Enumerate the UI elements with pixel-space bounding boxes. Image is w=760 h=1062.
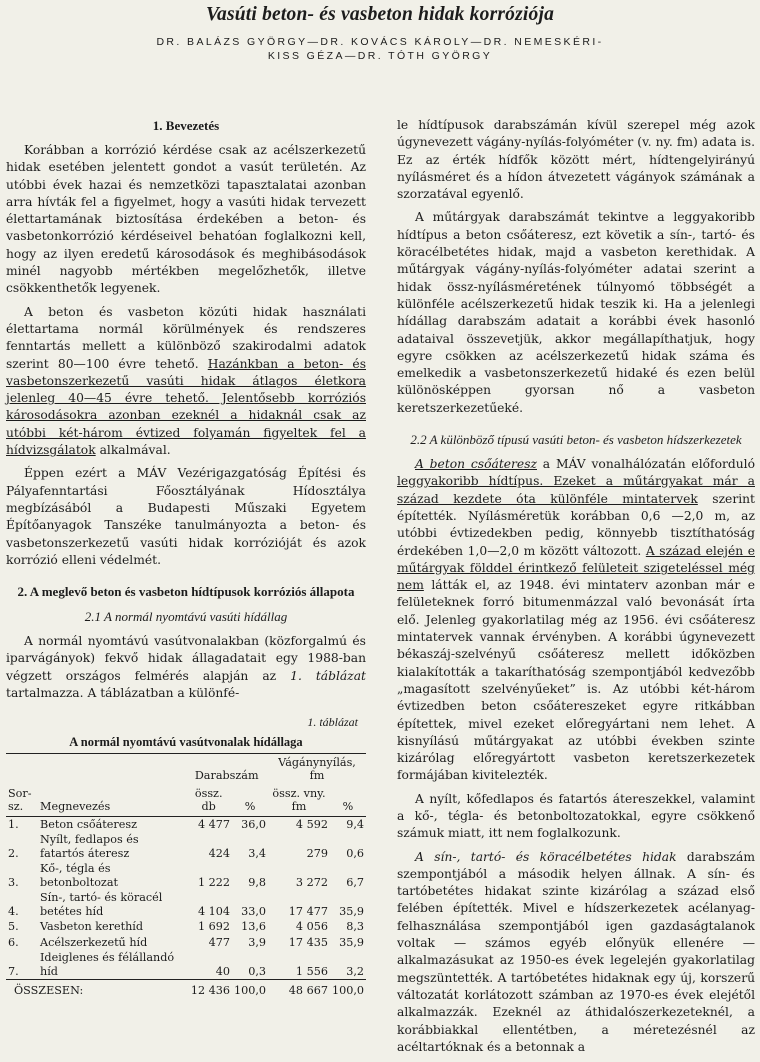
cell-name: Nyílt, fedlapos és fatartós áteresz — [40, 833, 139, 860]
cell-p2: 35,9 — [339, 904, 364, 918]
table-reference: 1. táblázat — [290, 668, 366, 683]
cell-p2: 35,9 — [339, 935, 364, 949]
paragraph-right-1: le hídtípusok darabszámán kívül szerepel még azok úgynevezett vágány-nyílás-folyóméter (v. ny. fm) adata is. Ez az érték hídfők között mért, hídtengelyirányú nyílásméret és a hídon átvezetett vágányok számának a szorzatával egyenlő. — [397, 118, 755, 202]
cell-db: 4 477 — [197, 817, 230, 831]
paragraph-intro-2 — [6, 304, 366, 460]
cell-p1: 9,8 — [248, 875, 267, 889]
table-row — [6, 935, 366, 951]
table-row — [6, 816, 366, 832]
authors-line-1: DR. BALÁZS GYÖRGY—DR. KOVÁCS KÁROLY—DR. NEMESKÉRI- — [156, 36, 604, 48]
underlined-text: Hazánkban a beton- és vasbetonszerkezetű vasúti hidak átlagos életkora jelenleg 40—45 évre tehető. Jelentősebb korróziós károsodásokra azonban ezeknél a hidaknál csak az utóbbi két-három évtized folyamán figyeltek fel a hídvizsgálatok — [6, 356, 366, 458]
paragraph-right-2: A műtárgyak darabszámát tekintve a leggyakoribb hídtípus a beton csőáteresz, ezt követik a sín-, tartó- és köracélbetétes hidak, majd a vasbeton kerethidak. A műtárgyak vágány-nyílás-folyóméter adatai szerint a hidak össz-nyílásméretének túlnyomó többségét a különféle acélszerkezetű hidak teszik ki. Ha a jelenlegi hídállag darabszám adatait a korábbi évek hasonló adataival összevetjük, akkor megállapíthatjuk, hogy egyre csökken az acélszerkezetű hidak száma és emelkedik a vasbetonszerkezetű hidaké és ezen belül különösképpen gyorsan nő a vasbeton keretszerkezetűeké. — [397, 210, 755, 415]
underlined-text: A század elején e műtárgyak földdel érintkező felületeit szigeteléssel még nem — [397, 543, 755, 593]
header-name: Megnevezés — [40, 800, 111, 814]
cell-db: 477 — [208, 935, 230, 949]
subsection-heading-2-2: 2.2 A különböző típusú vasúti beton- és vasbeton hídszerkezetek — [410, 432, 742, 448]
total-label: ÖSSZESEN: — [6, 980, 185, 999]
text-run: darabszám szempontjából a második helyen állnak. A sín- és tartóbetétes hidakat szinte kizárólag a század első felében építették. Mivel e hídszerkezetek acélanyag-felhasználása szempontjából igen gazdaságtalanok voltak — számos egyéb előnyük ellenére — alkalmazásukat az 1950-es évek legelején gyakorlatilag megszüntették. A tartóbetétes hidaknak egy új, korszerű változatát korlátozott számban az 1970-es évek elejétől alkalmazzák. Ezeknél az áthidalószerkezeteknél, a korábbiakkal ellentétben, a méretezésnél az acéltartóknak és a betonnak a — [397, 849, 755, 1054]
table-row — [6, 919, 366, 935]
cell-p1: 13,6 — [241, 920, 267, 934]
cell-fm: 3 272 — [295, 875, 328, 889]
cell-db: 1 222 — [197, 875, 230, 889]
text-run: tartalmazza. A táblázatban a különfé- — [6, 686, 240, 701]
header-sorsz: Sor- sz. — [8, 786, 32, 814]
text-run: alkalmával. — [95, 443, 171, 458]
cell-no: 3. — [8, 875, 19, 889]
table-body — [6, 816, 366, 999]
article-title: Vasúti beton- és vasbeton hidak korróziója — [205, 4, 555, 25]
cell-db: 40 — [215, 964, 230, 978]
paragraph-right-4: A nyílt, kőfedlapos és fatartós átereszekkel, valamint a kő-, tégla- és betonboltozatokkal, egyre csökkenő számuk miatt, itt nem foglalkozunk. — [397, 791, 755, 841]
cell-p1: 0,3 — [248, 964, 267, 978]
cell-name: Beton csőáteresz — [40, 817, 137, 831]
table-row — [6, 890, 366, 919]
cell-p2: 6,7 — [346, 875, 364, 889]
table-header-row — [6, 753, 366, 785]
text-run: a MÁV vonalhálózatán előforduló — [537, 457, 755, 472]
authors-line-2: KISS GÉZA—DR. TÓTH GYÖRGY — [267, 50, 493, 62]
cell-name: Ideiglenes és félállandó híd — [40, 951, 175, 978]
section-heading-2: 2. A meglevő beton és vasbeton hídtípusok korróziós állapota — [17, 584, 355, 600]
bridge-stock-table — [6, 753, 366, 999]
paragraph-2-1 — [6, 633, 366, 702]
text-run: látták el, az 1948. évi mintaterv azonban már e felületeknek forró bitumenmázzal való bevonását írta elő. Jelenleg gyakorlatilag még az 1956. évi csőáteresz mintatervek vannak érvényben. A korábbi úgynevezett békaszáj-szelvényű csőáteresz mellett időközben kialakították a takaríthatóság szempontjából kedvezőbb „magasított szelvényűeket” is. Az utóbbi két-három évtizedben beton csőátereszeket egyre ritkábban építettek, mivel ezeket előregyártani nem lehet. A kisnyílású műtárgyakat az utóbbi években szinte kizárólag előregyártott vasbeton keretszerkezetek formájában kivitelezték. — [397, 578, 755, 783]
cell-p2: 8,3 — [346, 920, 364, 934]
cell-p2: 0,6 — [346, 846, 364, 860]
cell-p1: 36,0 — [241, 817, 267, 831]
header-ossz-vny: össz. vny. fm — [272, 786, 326, 814]
underlined-text: A beton csőáteresz — [415, 457, 537, 472]
cell-name: Acélszerkezetű híd — [40, 935, 148, 949]
header-pct: % — [244, 800, 256, 814]
cell-fm: 279 — [306, 846, 328, 860]
author-list — [100, 35, 660, 63]
underlined-text: leggyakoribb hídtípus. Ezeket a műtárgyakat már a század kezdete óta különféle mintatervek — [397, 474, 755, 506]
right-column — [397, 117, 755, 1062]
header-ossz-db: össz. db — [194, 786, 223, 814]
table-number: 1. táblázat — [307, 715, 358, 730]
cell-fm: 17 435 — [288, 935, 328, 949]
cell-fm: 1 556 — [295, 964, 328, 978]
cell-no: 6. — [8, 935, 19, 949]
text-run: szerint építették. Nyílásméretük korábban 0,6 —2,0 m, az utóbbi évtizedekben pedig, könnyebb tisztíthatóság érdekében 1,0—2,0 m között változott. — [397, 491, 755, 558]
total-p2: 100,0 — [330, 980, 366, 999]
cell-name: Kő-, tégla és betonboltozat — [40, 862, 118, 889]
cell-p1: 3,9 — [248, 935, 267, 949]
cell-no: 2. — [8, 846, 19, 860]
paragraph-intro-1: Korábban a korrózió kérdése csak az acélszerkezetű hidak esetében jelentett gondot a vasút területén. Az utóbbi évek hazai és nemzetközi tapasztalatai azonban arra hívták fel a figyelmet, hogy a vasúti hidak tervezett élettartamának biztosítása érdekében a beton- és vasbetonkorrózió kérdéseivel behatóan foglalkozni kell, hogy az ilyen eredetű károsodások és meghibásodások minél nagyobb mértékben megelőzhetők, illetve csökkenthetők legyenek. — [6, 143, 366, 296]
header-vny: Vágánynyílás, fm — [278, 755, 356, 783]
cell-fm: 4 056 — [295, 920, 328, 934]
table-row — [6, 861, 366, 890]
cell-no: 7. — [8, 964, 19, 978]
table-title: A normál nyomtávú vasútvonalak hídállaga — [69, 734, 303, 749]
left-column — [6, 117, 366, 999]
cell-p2: 3,2 — [346, 964, 364, 978]
subsection-heading-2-1: 2.1 A normál nyomtávú vasúti hídállag — [84, 609, 288, 625]
paragraph-intro-3: Éppen ezért a MÁV Vezérigazgatóság Építési és Pályafenntartási Főosztályának Hídosztálya megbízásából a Budapesti Műszaki Egyetem Építőanyagok Tanszéke tanulmányozta a beton- és vasbetonszerkezetű vasúti hidak korrózióját és azok korrózió elleni védelmét. — [6, 466, 366, 567]
table-row — [6, 950, 366, 980]
italic-text: A sín-, tartó- és köracélbetétes hidak — [415, 849, 677, 864]
cell-fm: 4 592 — [295, 817, 328, 831]
cell-p1: 33,0 — [241, 904, 267, 918]
paragraph-right-3 — [397, 456, 755, 785]
cell-no: 1. — [8, 817, 19, 831]
cell-name: Sín-, tartó- és köracél betétes híd — [40, 891, 163, 918]
table-total-row — [6, 980, 366, 999]
text-run: A beton és vasbeton közúti hidak használati élettartama normál körülmények és rendszeres fenntartás mellett a különböző szakirodalmi adatok szerint 80—100 évre tehető. — [6, 304, 366, 371]
header-darab: Darabszám — [194, 769, 259, 783]
cell-db: 1 692 — [197, 920, 230, 934]
total-fm: 48 667 — [268, 980, 330, 999]
cell-db: 424 — [208, 846, 230, 860]
total-p1: 100,0 — [232, 980, 268, 999]
header-pct2: % — [342, 800, 354, 814]
cell-no: 5. — [8, 920, 19, 934]
cell-name: Vasbeton kerethíd — [40, 920, 144, 934]
total-db: 12 436 — [185, 980, 232, 999]
cell-p1: 3,4 — [248, 846, 267, 860]
section-heading-intro: 1. Bevezetés — [152, 118, 220, 133]
cell-db: 4 104 — [197, 904, 230, 918]
paragraph-right-5 — [397, 849, 755, 1057]
cell-p2: 9,4 — [346, 817, 364, 831]
table-row — [6, 832, 366, 861]
cell-fm: 17 477 — [288, 904, 328, 918]
cell-no: 4. — [8, 904, 19, 918]
text-run: A normál nyomtávú vasútvonalakban (közforgalmú és iparvágányok) fekvő hidak állagadatait egy 1988-ban végzett országos felmérés alapján az — [6, 634, 366, 683]
